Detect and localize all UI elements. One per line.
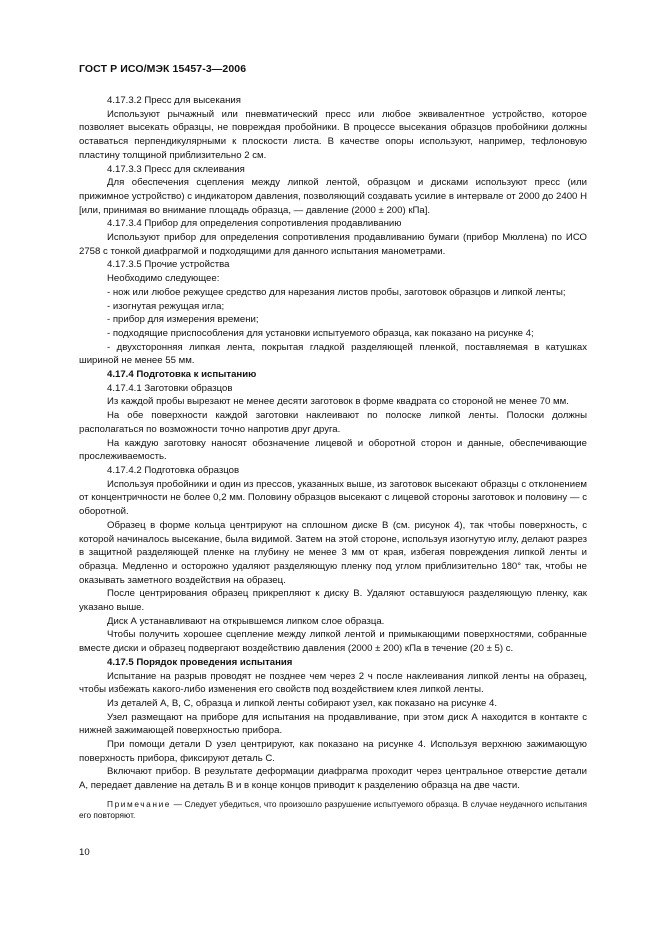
paragraph: Включают прибор. В результате деформации диафрагма проходит через центральное отверстие детали А, передает давление на деталь В и в конце концов приводит к разделению образца на две части. bbox=[79, 766, 587, 792]
note-text: — Следует убедиться, что произошло разрушение испытуемого образца. В случае неудачного испытания его повторяют. bbox=[79, 798, 587, 821]
paragraph: - подходящие приспособления для установки испытуемого образца, как показано на рисунке 4; bbox=[107, 327, 534, 339]
page-number: 10 bbox=[79, 847, 90, 858]
note-label: Примечание bbox=[107, 798, 172, 809]
paragraph: На обе поверхности каждой заготовки наклеивают по полоске липкой ленты. Полоски должны располагаться по возможности точно напротив друг друга. bbox=[79, 410, 587, 435]
paragraph: 4.17.3.4 Прибор для определения сопротивления продавливанию bbox=[107, 218, 402, 230]
document-body bbox=[79, 94, 587, 822]
document-header: ГОСТ Р ИСО/МЭК 15457-3—2006 bbox=[79, 63, 247, 75]
paragraph: Чтобы получить хорошее сцепление между липкой лентой и примыкающими поверхностями, собранные вместе диски и образец подвергают воздействию давления (2000 ± 200) кПа в течение (20 ± 5) с. bbox=[79, 629, 587, 655]
paragraph: Используют прибор для определения сопротивления продавливанию бумаги (прибор Мюллена) по ИСО 2758 с тонкой диафрагмой и подходящими для данного испытания манометрами. bbox=[79, 232, 587, 257]
paragraph: 4.17.3.3 Пресс для склеивания bbox=[107, 163, 245, 175]
paragraph: - изогнутая режущая игла; bbox=[107, 300, 225, 312]
paragraph: 4.17.3.5 Прочие устройства bbox=[107, 259, 230, 271]
paragraph: На каждую заготовку наносят обозначение лицевой и оборотной сторон и данные, обеспечивающие прослеживаемость. bbox=[79, 437, 587, 463]
paragraph: 4.17.4.1 Заготовки образцов bbox=[107, 382, 233, 394]
paragraph: При помощи детали D узел центрируют, как показано на рисунке 4. Используя верхнюю зажимающую поверхность прибора, фиксируют деталь С. bbox=[79, 739, 587, 764]
paragraph: - нож или любое режущее средство для нарезания листов пробы, заготовок образцов и липкой ленты; bbox=[107, 286, 566, 298]
paragraph: - прибор для измерения времени; bbox=[107, 314, 259, 326]
paragraph: Узел размещают на приборе для испытания на продавливание, при этом диск А находится в контакте с нижней зажимающей поверхностью прибора. bbox=[79, 711, 587, 737]
paragraph: Из каждой пробы вырезают не менее десяти заготовок в форме квадрата со стороной не менее 70 мм. bbox=[107, 396, 569, 408]
paragraph: После центрирования образец прикрепляют к диску В. Удаляют оставшуюся разделяющую пленку, как указано выше. bbox=[79, 588, 587, 614]
paragraph: 4.17.4.2 Подготовка образцов bbox=[107, 464, 240, 476]
paragraph: Используя пробойники и один из прессов, указанных выше, из заготовок высекают образцы с отклонением от концентричности не более 0,2 мм. Половину образцов высекают с лицевой стороны заготовок и половину — с оборотной. bbox=[79, 478, 587, 518]
paragraph: Диск А устанавливают на открывшемся липком слое образца. bbox=[107, 615, 385, 627]
paragraph: Используют рычажный или пневматический пресс или любое эквивалентное устройство, которое позволяет высекать образцы, не повреждая пробойники. В процессе высекания образцов пробойники должны оставаться перпендикулярными к плоскости листа. В качестве опоры используют, например, тефлоновую пластину толщиной приблизительно 2 см. bbox=[79, 108, 587, 161]
section-heading: 4.17.4 Подготовка к испытанию bbox=[107, 369, 257, 381]
paragraph: - двухсторонняя липкая лента, покрытая гладкой разделяющей пленкой, поставляемая в катушках шириной не менее 55 мм. bbox=[79, 341, 587, 367]
paragraph: Образец в форме кольца центрируют на сплошном диске В (см. рисунок 4), так чтобы поверхность, с которой начиналось высекание, была видимой. Затем на этой стороне, используя изогнутую иглу, делают разрез в защитной разделяющей пленке на глубину не менее 3 мм от края, избегая повреждения липкой ленты и образца. Медленно и осторожно удаляют разделяющую пленку под углом приблизительно 180° так, чтобы не оказывать заметного воздействия на образец. bbox=[79, 519, 587, 586]
section-heading: 4.17.5 Порядок проведения испытания bbox=[107, 656, 293, 668]
paragraph: Из деталей А, В, С, образца и липкой ленты собирают узел, как показано на рисунке 4. bbox=[107, 697, 498, 709]
paragraph: Необходимо следующее: bbox=[107, 273, 220, 285]
paragraph: 4.17.3.2 Пресс для высекания bbox=[107, 95, 241, 106]
note bbox=[79, 799, 587, 822]
paragraph: Для обеспечения сцепления между липкой лентой, образцом и дисками используют пресс (или прижимное устройство) с индикатором давления, позволяющий создавать усилие в интервале от 2000 до 2400 Н [или, принимая во внимание площадь образца, — давление (2000 ± 200) кПа]. bbox=[79, 177, 587, 216]
paragraph: Испытание на разрыв проводят не позднее чем через 2 ч после наклеивания липкой ленты на образец, чтобы избежать какого-либо изменения его свойств под воздействием клея липкой ленты. bbox=[79, 670, 587, 696]
